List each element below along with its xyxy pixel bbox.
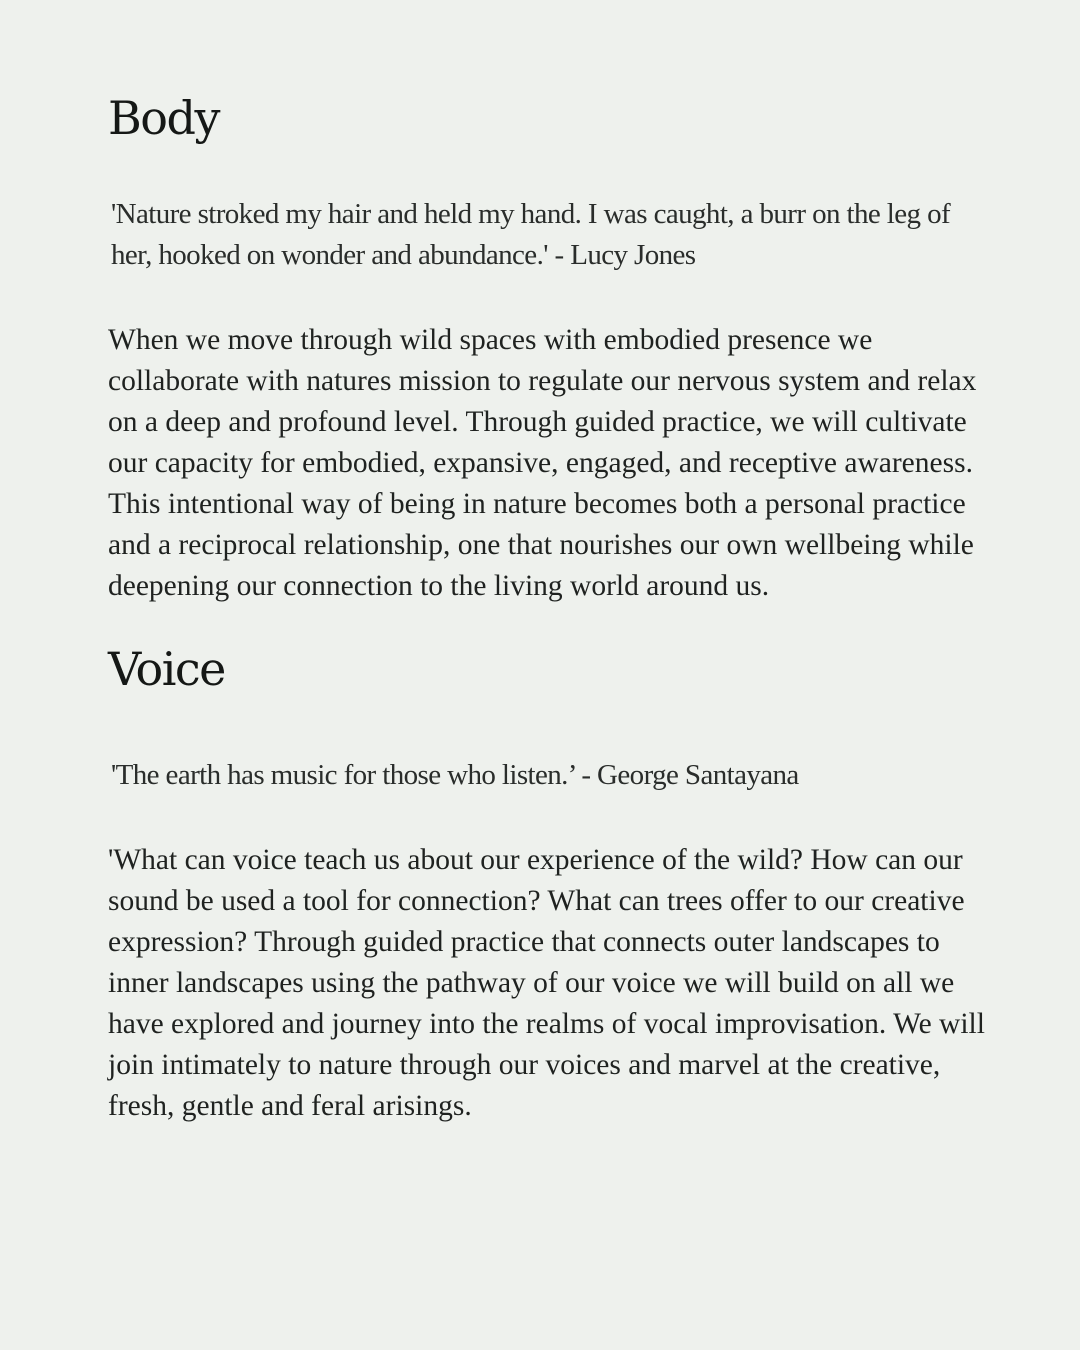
voice-heading: Voice bbox=[108, 642, 225, 696]
body-quote: 'Nature stroked my hair and held my hand. I was caught, a burr on the leg of her, hooked on wonder and abundance.' - Lucy Jones bbox=[111, 198, 951, 271]
voice-quote: 'The earth has music for those who listen.’ - George Santayana bbox=[111, 759, 799, 791]
body-paragraph: When we move through wild spaces with embodied presence we collaborate with natures mission to regulate our nervous system and relax on a deep and profound level. Through guided practice, we will cultivate our capacity for embodied, expansive, engaged, and receptive awareness. This intentional way of being in nature becomes both a personal practice and a reciprocal relationship, one that nourishes our own wellbeing while deepening our connection to the living world around us. bbox=[108, 324, 977, 602]
body-heading: Body bbox=[108, 91, 219, 145]
content-page bbox=[108, 86, 988, 1127]
voice-section bbox=[108, 637, 988, 1127]
body-section bbox=[108, 86, 988, 607]
voice-paragraph: 'What can voice teach us about our experience of the wild? How can our sound be used a tool for connection? What can trees offer to our creative expression? Through guided practice that connects outer landscapes to inner landscapes using the pathway of our voice we will build on all we have explored and journey into the realms of vocal improvisation. We will join intimately to nature through our voices and marvel at the creative, fresh, gentle and feral arisings. bbox=[108, 844, 985, 1122]
